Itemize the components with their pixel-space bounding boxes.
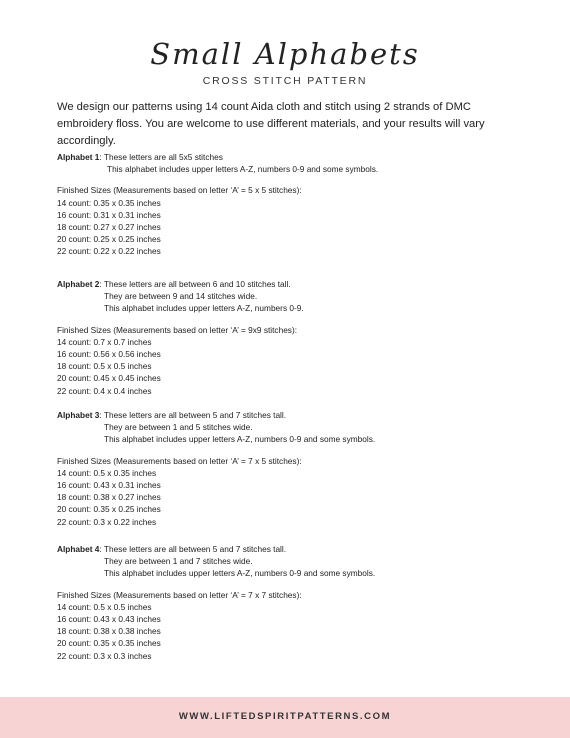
alphabet-4-header (57, 543, 537, 555)
size-row: 18 count: 0.27 x 0.27 inches (57, 222, 161, 233)
alphabet-4-line2: They are between 1 and 7 stitches wide. (104, 556, 253, 567)
alphabet-1-header (57, 151, 537, 163)
size-row: 14 count: 0.7 x 0.7 inches (57, 336, 152, 347)
page-title: Small Alphabets (150, 37, 420, 71)
alphabet-3-line3: This alphabet includes upper letters A-Z, numbers 0-9 and some symbols. (104, 434, 376, 445)
alphabet-4-name: Alphabet 4 (57, 544, 100, 554)
alphabet-4-line1: : These letters are all between 5 and 7 stitches tall. (99, 544, 287, 554)
alphabet-1-sizes (57, 184, 537, 257)
size-row: 22 count: 0.4 x 0.4 inches (57, 385, 152, 396)
size-row: 16 count: 0.43 x 0.31 inches (57, 480, 161, 491)
intro-paragraph: We design our patterns using 14 count Aida cloth and stitch using 2 strands of DMC embroidery floss. You are welcome to use different materials, and your results will vary accordingly. (57, 101, 485, 147)
alphabet-1-section (57, 151, 537, 258)
alphabet-1-sizes-heading: Finished Sizes (Measurements based on letter ‘A’ = 5 x 5 stitches): (57, 185, 302, 196)
size-row: 20 count: 0.25 x 0.25 inches (57, 234, 161, 245)
footer-bar (0, 697, 570, 738)
size-row: 16 count: 0.31 x 0.31 inches (57, 209, 161, 220)
alphabet-1-line2: This alphabet includes upper letters A-Z, numbers 0-9 and some symbols. (107, 164, 379, 175)
page-subtitle: CROSS STITCH PATTERN (202, 75, 368, 87)
alphabet-2-line3: This alphabet includes upper letters A-Z, numbers 0-9. (104, 303, 304, 314)
alphabet-3-header (57, 409, 537, 421)
size-row: 18 count: 0.38 x 0.38 inches (57, 626, 161, 637)
size-row: 22 count: 0.3 x 0.22 inches (57, 516, 157, 527)
size-row: 22 count: 0.3 x 0.3 inches (57, 650, 152, 661)
alphabet-3-name: Alphabet 3 (57, 410, 100, 420)
alphabet-1-line1: : These letters are all 5x5 stitches (99, 152, 223, 162)
alphabet-2-line2: They are between 9 and 14 stitches wide. (104, 291, 258, 302)
alphabet-3-sizes (57, 455, 537, 528)
alphabet-2-sizes-heading: Finished Sizes (Measurements based on letter ‘A’ = 9x9 stitches): (57, 324, 298, 335)
alphabet-4-sizes (57, 589, 537, 662)
size-row: 22 count: 0.22 x 0.22 inches (57, 246, 161, 257)
alphabet-3-line1: : These letters are all between 5 and 7 stitches tall. (99, 410, 287, 420)
size-row: 14 count: 0.35 x 0.35 inches (57, 197, 161, 208)
alphabet-1-name: Alphabet 1 (57, 152, 100, 162)
size-row: 20 count: 0.45 x 0.45 inches (57, 373, 161, 384)
alphabet-3-section (57, 409, 537, 528)
alphabet-2-header (57, 278, 537, 290)
size-row: 18 count: 0.5 x 0.5 inches (57, 361, 152, 372)
size-row: 14 count: 0.5 x 0.5 inches (57, 601, 152, 612)
alphabet-4-line3: This alphabet includes upper letters A-Z, numbers 0-9 and some symbols. (104, 568, 376, 579)
alphabet-3-line2: They are between 1 and 5 stitches wide. (104, 422, 253, 433)
alphabet-2-name: Alphabet 2 (57, 279, 100, 289)
alphabet-2-section (57, 278, 537, 397)
size-row: 20 count: 0.35 x 0.25 inches (57, 504, 161, 515)
alphabet-4-sizes-heading: Finished Sizes (Measurements based on letter ‘A’ = 7 x 7 stitches): (57, 589, 302, 600)
size-row: 18 count: 0.38 x 0.27 inches (57, 492, 161, 503)
size-row: 20 count: 0.35 x 0.35 inches (57, 638, 161, 649)
footer-website-link[interactable]: WWW.LIFTEDSPIRITPATTERNS.COM (178, 711, 392, 722)
alphabet-3-sizes-heading: Finished Sizes (Measurements based on letter ‘A’ = 7 x 5 stitches): (57, 455, 302, 466)
alphabet-4-section (57, 543, 537, 662)
size-row: 16 count: 0.43 x 0.43 inches (57, 614, 161, 625)
size-row: 16 count: 0.56 x 0.56 inches (57, 349, 161, 360)
alphabet-2-sizes (57, 324, 537, 397)
alphabet-2-line1: : These letters are all between 6 and 10 stitches tall. (99, 279, 291, 289)
size-row: 14 count: 0.5 x 0.35 inches (57, 467, 157, 478)
